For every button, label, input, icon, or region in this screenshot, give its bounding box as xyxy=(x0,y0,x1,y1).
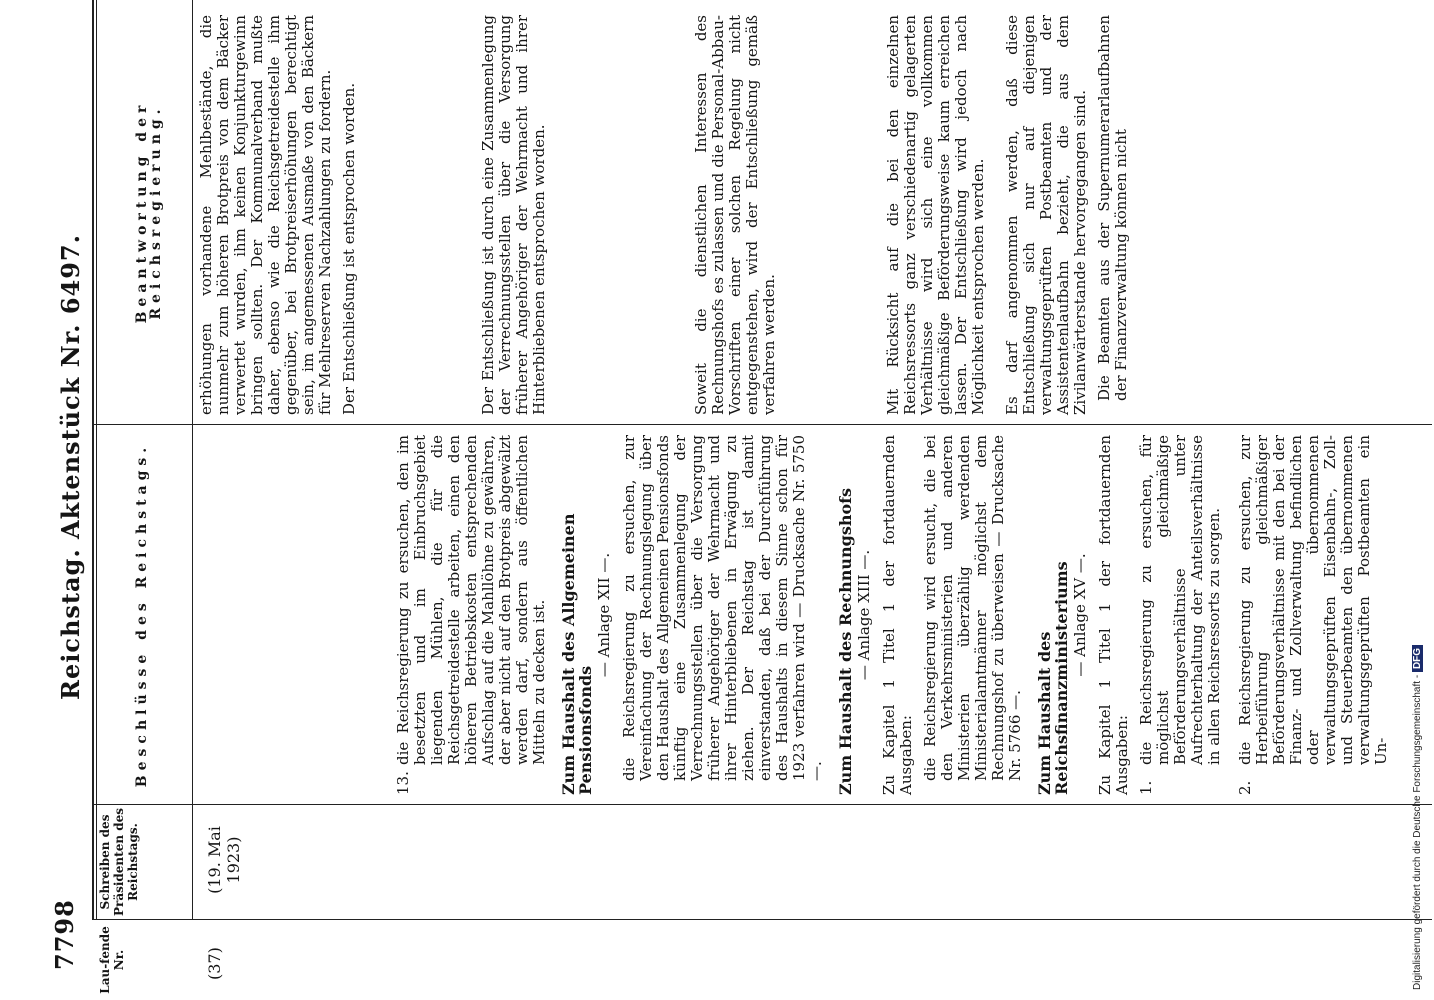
item-number: 13. xyxy=(394,771,412,795)
item-text: die Reichsregierung zu ersuchen, für möglichst gleichmäßige Beförderungsverhältnisse unter Aufrechterhaltung der Anteilsverhältnisse in allen Reichsressorts zu sorgen. xyxy=(1137,435,1223,765)
resolution-item-2 xyxy=(1237,435,1390,795)
dfg-logo: DFG xyxy=(1412,645,1423,672)
answer-paragraph: Der Entschließung ist durch eine Zusammenlegung der Verrechnungsstellen über die Versorgung früherer Angehöriger der Wehrmacht und ihrer Hinterbliebenen entsprochen worden. xyxy=(479,15,548,415)
section-intro-rechnungshof: Zu Kapitel 1 Titel 1 der fortdauernden Ausgaben: xyxy=(880,435,915,795)
item-number: 2. xyxy=(1236,780,1254,795)
col-rule-2 xyxy=(92,804,1432,805)
answer-paragraph: Die Beamten aus der Supernumerarlaufbahnen der Finanzverwaltung können nicht xyxy=(1095,15,1130,401)
row-number: (37) xyxy=(205,947,224,980)
section-text-rechnungshof: die Reichsregierung wird ersucht, die bei den Verkehrsministerien und anderen Ministerien überzählig werdenden Ministerialamtmänner möglichst dem Rechnungshof zu überweisen — Drucksache Nr. 5766 —. xyxy=(921,435,1024,781)
col-rule-3 xyxy=(92,424,1432,425)
answer-paragraph: Der Entschließung ist entsprochen worden. xyxy=(340,82,358,415)
item-number: 1. xyxy=(1137,780,1155,795)
col-rule-1 xyxy=(92,919,1432,920)
page-title: Reichstag. Aktenstück Nr. 6497. xyxy=(56,234,85,700)
section-intro-finanzministerium: Zu Kapitel 1 Titel 1 der fortdauernden Ausgaben: xyxy=(1096,435,1131,795)
col-header-beantwortung: Beantwortung der Reichsregierung. xyxy=(134,100,164,324)
col-header-nr: Lau-fende Nr. xyxy=(98,926,126,994)
item-text: die Reichsregierung zu ersuchen, zur Herbeiführung gleichmäßiger Beförderungsverhältnisse mit den bei der Finanz- und Zollverwaltung befindlichen oder übernommenen verwaltungsgeprüften Eisenbahn-, Zoll- und Steuerbeamten den übernommenen verwaltungsgeprüften Postbeamten ein Un- xyxy=(1236,435,1390,765)
item-text: die Reichsregierung zu ersuchen, den im besetzten und im Einbruchsgebiet liegenden Mühlen, die für die Reichsgetreidestelle arbeiten, einen den höheren Betriebskosten entsprechenden Aufschlag auf die Mahllöhne zu gewähren, der aber nicht auf den Brotpreis abgewälzt werden darf, sondern aus öffentlichen Mitteln zu decken ist. xyxy=(394,435,548,765)
beschluesse-column xyxy=(395,435,1390,795)
answer-paragraph: erhöhungen vorhandene Mehlbestände, die nunmehr zum höheren Brotpreis von dem Bäcker verwertet wurden, ihm keinen Konjunkturgewinn bringen sollten. Der Kommunalverband mußte daher, ebenso wie die Reichsgetreidestelle ihm gegenüber, bei Brotpreiserhöhungen berechtigt sein, im angemessenen Ausmaße von den Bäckern für Mehlreserven Nachzahlungen zu fordern. xyxy=(197,15,334,415)
row-date: (19. Mai 1923) xyxy=(205,826,243,894)
col-header-beschluesse: Beschlüsse des Reichstags. xyxy=(134,442,150,788)
page-number: 7798 xyxy=(50,899,79,970)
section-title-finanzministerium: Zum Haushalt des Reichsfinanzministeriums xyxy=(1035,561,1071,795)
top-rule-thin xyxy=(96,0,97,920)
header-rule xyxy=(192,0,193,920)
beantwortung-column xyxy=(198,15,1137,415)
answer-paragraph: Mit Rücksicht auf die bei den einzelnen Reichsressorts ganz verschiedenartig gelagerten Verhältnisse wird sich eine vollkommen gleichmäßige Beförderungsweise kaum erreichen lassen. Der Entschließung wird jedoch nach Möglichkeit entsprochen werden. xyxy=(884,15,987,415)
top-rule xyxy=(92,0,94,920)
col-header-schreiben: Schreiben des Präsidenten des Reichstags. xyxy=(98,807,140,917)
section-annex-xii: — Anlage XII —. xyxy=(595,552,613,678)
resolution-item-1 xyxy=(1138,435,1223,795)
section-annex-xiii: — Anlage XIII —. xyxy=(855,549,873,681)
section-text-pensionsfonds: die Reichsregierung zu ersuchen, zur Vereinfachung der Rechnungslegung über den Haushalt des Allgemeinen Pensionsfonds künftig eine Zusammenlegung der Verrechnungsstellen über die Versorgung früherer Angehöriger der Wehrmacht und ihrer Hinterbliebenen in Erwägung zu ziehen. Der Reichstag ist damit einverstanden, daß bei der Durchführung des Haushalts in diesem Sinne schon für 1923 verfahren wird — Drucksache Nr. 5750 —. xyxy=(620,435,825,781)
section-annex-xv: — Anlage XV —. xyxy=(1071,553,1089,677)
answer-paragraph: Es darf angenommen werden, daß diese Entschließung sich nur auf diejenigen verwaltungsgeprüften Postbeamten und der Assistentenlaufbahn bezieht, die aus dem Zivilanwärterstande hervorgegangen sind. xyxy=(1003,15,1089,415)
answer-paragraph: Soweit die dienstlichen Interessen des Rechnungshofs es zulassen und die Personal-Abbau-Vorschriften einer solchen Regelung nicht entgegenstehen, wird der Entschließung gemäß verfahren werden. xyxy=(692,15,778,415)
section-title-rechnungshof: Zum Haushalt des Rechnungshofs xyxy=(836,487,855,795)
credit-text: Digitalisierung gefördert durch die Deutsche Forschungsgemeinschaft - xyxy=(1412,674,1423,990)
digitization-credit xyxy=(1412,10,1428,990)
resolution-item-13 xyxy=(395,435,548,795)
section-title-pensionsfonds: Zum Haushalt des Allgemeinen Pensionsfonds xyxy=(559,513,595,795)
